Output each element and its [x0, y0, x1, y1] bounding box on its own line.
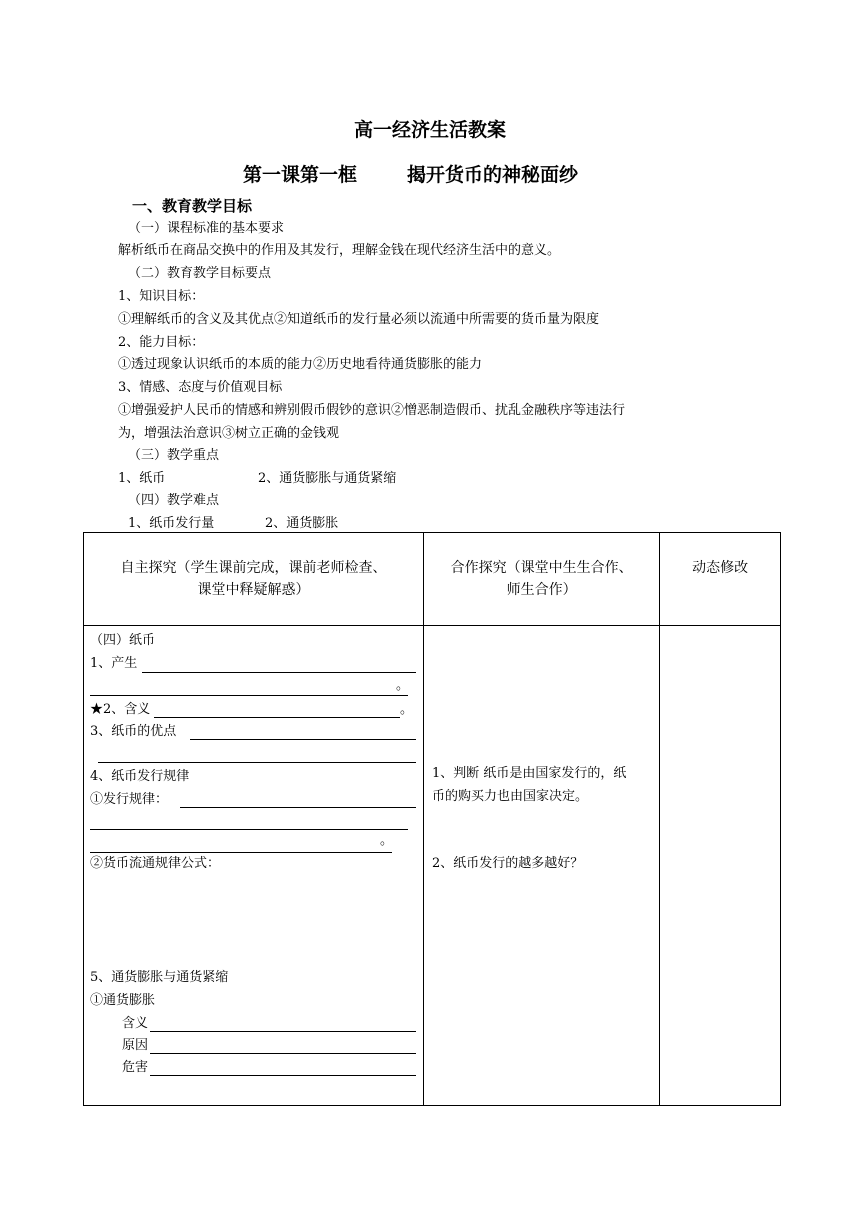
lesson-title — [243, 160, 578, 187]
col1-header-line1: 自主探究（学生课前完成，课前老师检查、 — [120, 560, 387, 576]
knowledge-label: 1、知识目标： — [118, 289, 205, 304]
cooperative-inquiry-cell — [424, 626, 660, 1106]
circulation-formula-label: ②货币流通规律公式： — [90, 856, 221, 871]
question-1-line2: 币的购买力也由国家决定。 — [432, 789, 589, 804]
origin-blank-2[interactable] — [90, 695, 408, 696]
issuance-rule-blank-2[interactable] — [90, 829, 408, 830]
paper-money-section: （四）纸币 — [90, 633, 156, 648]
origin-period: 。 — [396, 678, 410, 693]
inflation-harm-blank[interactable] — [150, 1075, 416, 1076]
question-1-line1: 1、判断 纸币是由国家发行的，纸 — [432, 766, 627, 781]
lesson-topic: 揭开货币的神秘面纱 — [407, 164, 579, 186]
sub3-heading: （三）教学重点 — [128, 448, 220, 463]
inflation-harm-label: 危害 — [122, 1060, 149, 1075]
col1-header-line2: 课堂中释疑解惑） — [197, 582, 310, 598]
cooperative-inquiry-content — [424, 626, 659, 1105]
lesson-chapter: 第一课第一框 — [243, 164, 358, 186]
sub4-heading: （四）教学难点 — [128, 493, 220, 508]
col1-header-cell — [84, 533, 424, 626]
col1-header — [84, 557, 423, 601]
issuance-rule-blank-1[interactable] — [180, 807, 416, 808]
col2-header-cell — [424, 533, 660, 626]
knowledge-text: ①理解纸币的含义及其优点②知道纸币的发行量必须以流通中所需要的货币量为限度 — [118, 312, 600, 327]
emotion-text-2: 为，增强法治意识③树立正确的金钱观 — [118, 426, 340, 441]
inflation-meaning-blank[interactable] — [150, 1031, 416, 1032]
ability-label: 2、能力目标： — [118, 335, 205, 350]
origin-label: 1、产生 — [90, 656, 138, 671]
col2-header-line1: 合作探究（课堂中生生合作、 — [450, 560, 633, 576]
table-header-row — [84, 533, 781, 626]
issuance-rule-blank-3[interactable] — [90, 852, 392, 853]
table-body-row — [84, 626, 781, 1106]
meaning-item-label: ★2、含义 — [90, 702, 151, 717]
sub1-heading: （一）课程标准的基本要求 — [128, 221, 285, 236]
dynamic-revision-cell[interactable] — [660, 626, 781, 1106]
inquiry-table — [83, 532, 781, 1106]
meaning-item-period: 。 — [400, 702, 414, 717]
inflation-cause-label: 原因 — [122, 1038, 149, 1053]
sub1-text: 解析纸币在商品交换中的作用及其发行，理解金钱在现代经济生活中的意义。 — [118, 243, 561, 258]
difficulty-1: 1、纸币发行量 — [128, 516, 215, 531]
inflation-cause-blank[interactable] — [150, 1053, 416, 1054]
section-heading: 一、教育教学目标 — [132, 197, 253, 215]
question-2: 2、纸币发行的越多越好？ — [432, 856, 584, 871]
advantages-blank-2[interactable] — [98, 762, 416, 763]
col3-header-cell — [660, 533, 781, 626]
issuance-rule-label: ①发行规律： — [90, 792, 169, 807]
self-inquiry-cell — [84, 626, 424, 1106]
page-title: 高一经济生活教案 — [353, 119, 506, 141]
col2-header-line2: 师生合作） — [506, 582, 577, 598]
issuance-rule-period: 。 — [380, 833, 394, 848]
emotion-text-1: ①增强爱护人民币的情感和辨别假币假钞的意识②憎恶制造假币、扰乱金融秩序等违法行 — [118, 403, 626, 418]
ability-text: ①透过现象认识纸币的本质的能力②历史地看待通货膨胀的能力 — [118, 357, 483, 372]
focus-1: 1、纸币 — [118, 471, 166, 486]
self-inquiry-content — [84, 626, 423, 1105]
inflation-meaning-label: 含义 — [122, 1016, 149, 1031]
col2-header — [424, 557, 659, 601]
emotion-label: 3、情感、态度与价值观目标 — [118, 380, 283, 395]
difficulty-2: 2、通货膨胀 — [265, 516, 339, 531]
inflation-deflation-label: 5、通货膨胀与通货紧缩 — [90, 970, 229, 985]
advantages-blank-1[interactable] — [190, 739, 416, 740]
sub2-heading: （二）教育教学目标要点 — [128, 266, 272, 281]
advantages-label: 3、纸币的优点 — [90, 724, 177, 739]
col3-header: 动态修改 — [692, 560, 749, 576]
meaning-item-blank[interactable] — [154, 717, 400, 718]
origin-blank-1[interactable] — [142, 672, 416, 673]
inflation-label: ①通货膨胀 — [90, 993, 156, 1008]
issuance-law-label: 4、纸币发行规律 — [90, 769, 190, 784]
focus-2: 2、通货膨胀与通货紧缩 — [258, 471, 397, 486]
